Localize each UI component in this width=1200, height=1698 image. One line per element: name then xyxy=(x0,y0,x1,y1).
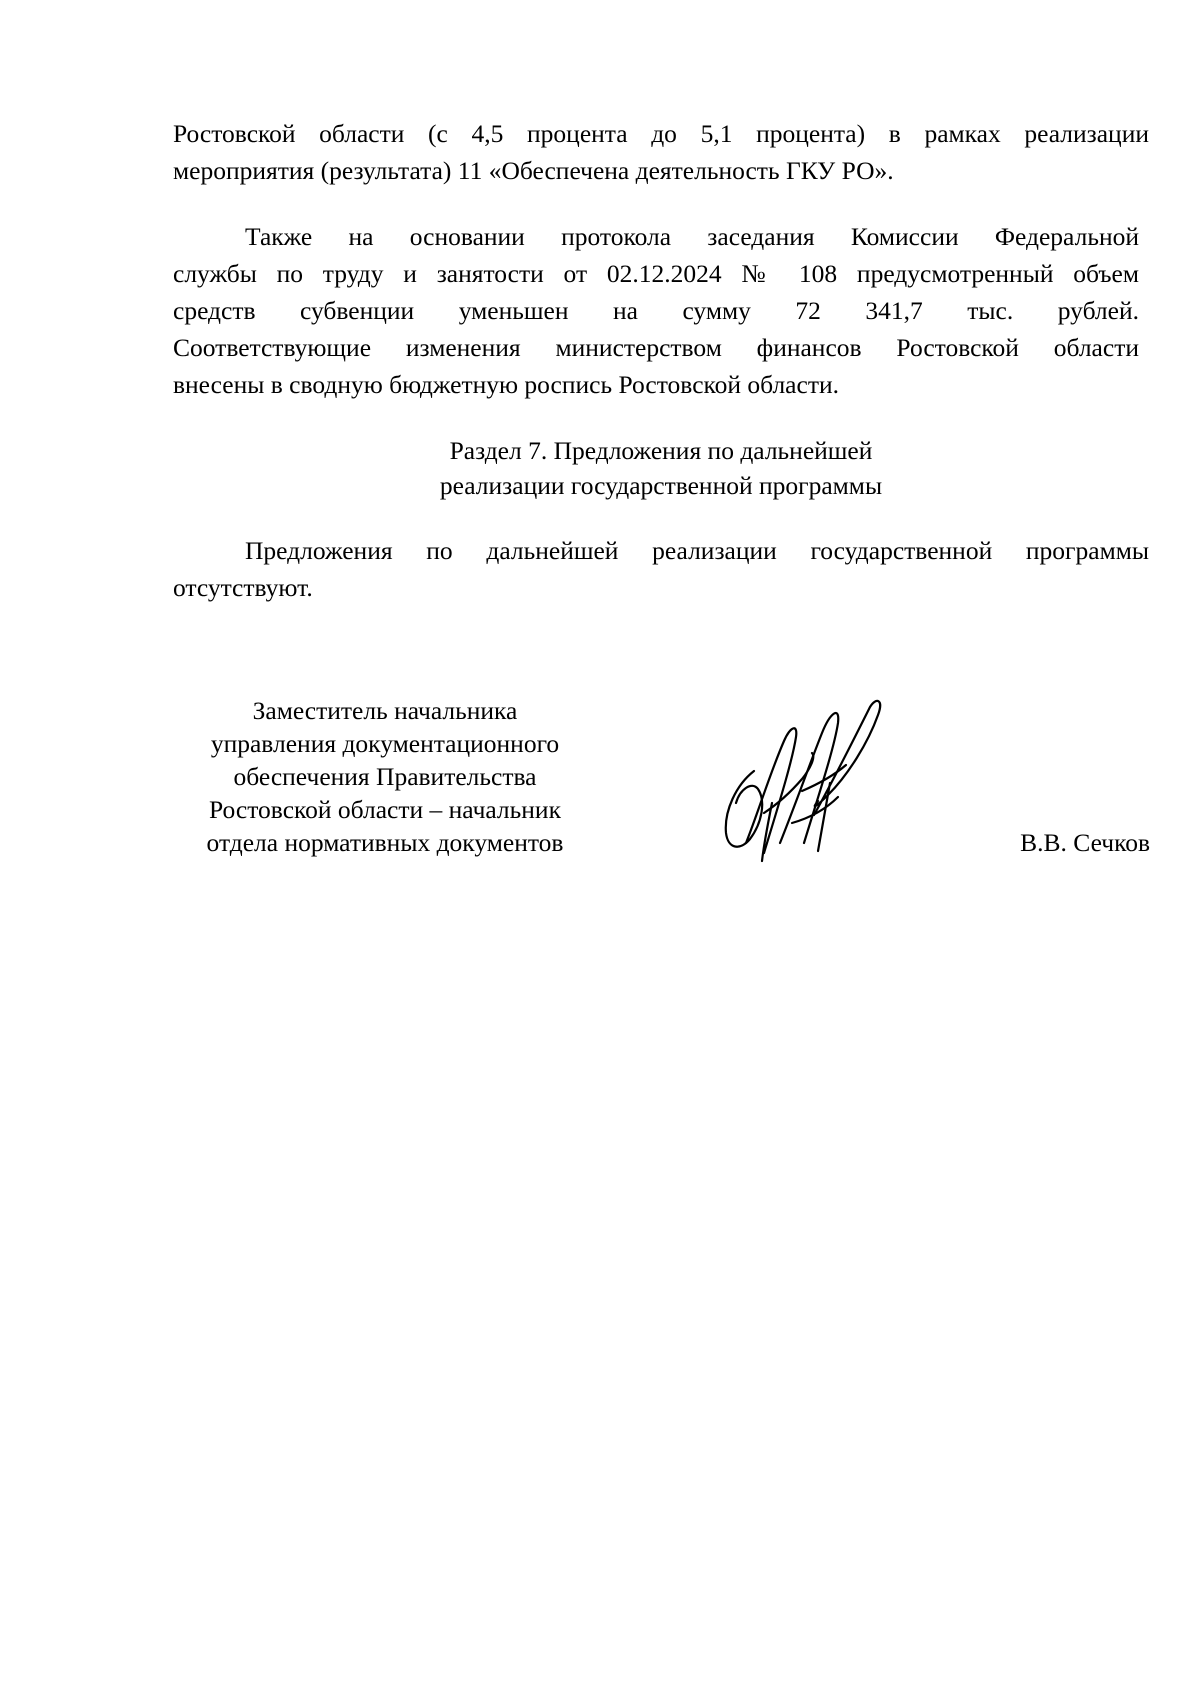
signer-name: В.В. Сечков xyxy=(1020,828,1150,857)
text-line: мероприятия (результата) 11 «Обеспечена деятельность ГКУ РО». xyxy=(173,156,894,185)
heading-line: реализации государственной программы xyxy=(439,471,883,500)
position-line: Ростовской области – начальник xyxy=(209,795,561,824)
position-line: обеспечения Правительства xyxy=(233,762,537,791)
text-line: службы по труду и занятости от 02.12.2024 № 108 предусмотренный объем xyxy=(173,259,1139,288)
signer-position xyxy=(150,694,620,859)
paragraph-subvention-reduction xyxy=(173,218,1139,403)
position-line: управления документационного xyxy=(210,729,560,758)
handwritten-signature xyxy=(706,693,896,863)
text-line: Соответствующие изменения министерством финансов Ростовской области xyxy=(173,333,1139,362)
paragraph-budget-result xyxy=(173,115,1149,189)
text-line: отсутствуют. xyxy=(173,573,313,602)
position-line: Заместитель начальника xyxy=(252,696,518,725)
text-line: внесены в сводную бюджетную роспись Ростовской области. xyxy=(173,370,839,399)
text-line: Ростовской области (с 4,5 процента до 5,1 процента) в рамках реализации xyxy=(173,119,1149,148)
text-line: средств субвенции уменьшен на сумму 72 341,7 тыс. рублей. xyxy=(173,296,1139,325)
heading-line: Раздел 7. Предложения по дальнейшей xyxy=(449,436,873,465)
text-line: Предложения по дальнейшей реализации государственной программы xyxy=(245,536,1149,565)
paragraph-proposals xyxy=(173,532,1149,606)
position-line: отдела нормативных документов xyxy=(206,828,564,857)
section-7-heading xyxy=(173,433,1149,503)
text-line: Также на основании протокола заседания Комиссии Федеральной xyxy=(245,222,1139,251)
